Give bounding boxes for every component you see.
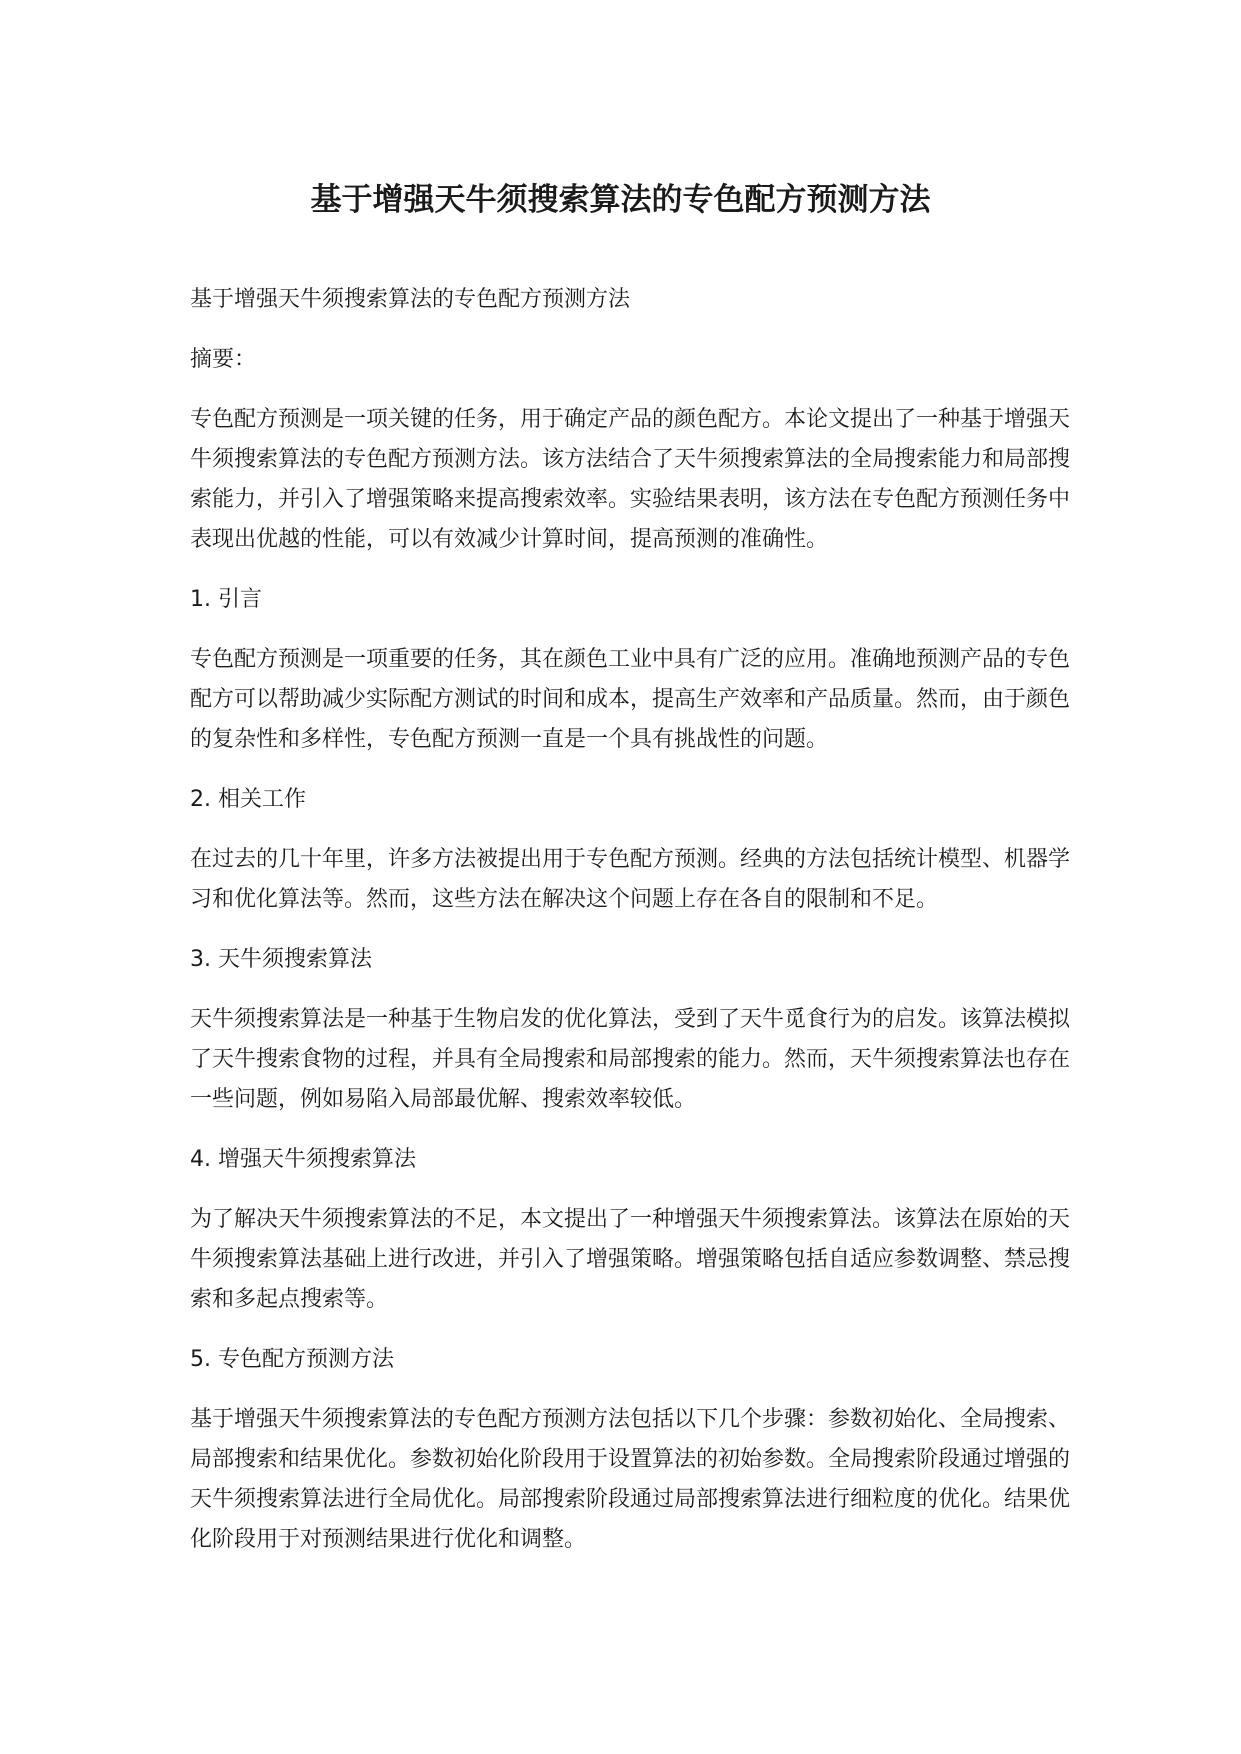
section-body-prediction-method: 基于增强天牛须搜索算法的专色配方预测方法包括以下几个步骤：参数初始化、全局搜索、局部搜索和结果优化。参数初始化阶段用于设置算法的初始参数。全局搜索阶段通过增强的天牛须搜索算法进行全局优化。局部搜索阶段通过局部搜索算法进行细粒度的优化。结果优化阶段用于对预测结果进行优化和调整。 [190, 1407, 1071, 1552]
section-body-introduction: 专色配方预测是一项重要的任务，其在颜色工业中具有广泛的应用。准确地预测产品的专色配方可以帮助减少实际配方测试的时间和成本，提高生产效率和产品质量。然而，由于颜色的复杂性和多样性，专色配方预测一直是一个具有挑战性的问题。 [190, 647, 1071, 752]
section-heading-introduction: 1. 引言 [190, 587, 262, 612]
section-body-related-work: 在过去的几十年里，许多方法被提出用于专色配方预测。经典的方法包括统计模型、机器学习和优化算法等。然而，这些方法在解决这个问题上存在各自的限制和不足。 [190, 847, 1071, 912]
section-heading-related-work: 2. 相关工作 [190, 787, 306, 812]
document-subtitle: 基于增强天牛须搜索算法的专色配方预测方法 [190, 287, 631, 312]
section-body-enhanced-bas: 为了解决天牛须搜索算法的不足，本文提出了一种增强天牛须搜索算法。该算法在原始的天牛须搜索算法基础上进行改进，并引入了增强策略。增强策略包括自适应参数调整、禁忌搜索和多起点搜索等。 [190, 1207, 1071, 1312]
section-heading-prediction-method: 5. 专色配方预测方法 [190, 1347, 394, 1372]
section-body-bas-algorithm: 天牛须搜索算法是一种基于生物启发的优化算法，受到了天牛觅食行为的启发。该算法模拟了天牛搜索食物的过程，并具有全局搜索和局部搜索的能力。然而，天牛须搜索算法也存在一些问题，例如易陷入局部最优解、搜索效率较低。 [190, 1007, 1071, 1112]
section-heading-enhanced-bas: 4. 增强天牛须搜索算法 [190, 1147, 416, 1172]
document-title: 基于增强天牛须搜索算法的专色配方预测方法 [310, 182, 931, 218]
abstract-paragraph: 专色配方预测是一项关键的任务，用于确定产品的颜色配方。本论文提出了一种基于增强天牛须搜索算法的专色配方预测方法。该方法结合了天牛须搜索算法的全局搜索能力和局部搜索能力，并引入了增强策略来提高搜索效率。实验结果表明，该方法在专色配方预测任务中表现出优越的性能，可以有效减少计算时间，提高预测的准确性。 [190, 407, 1071, 552]
abstract-label: 摘要： [190, 347, 257, 372]
section-heading-bas-algorithm: 3. 天牛须搜索算法 [190, 947, 372, 972]
document-body [190, 280, 1070, 1580]
